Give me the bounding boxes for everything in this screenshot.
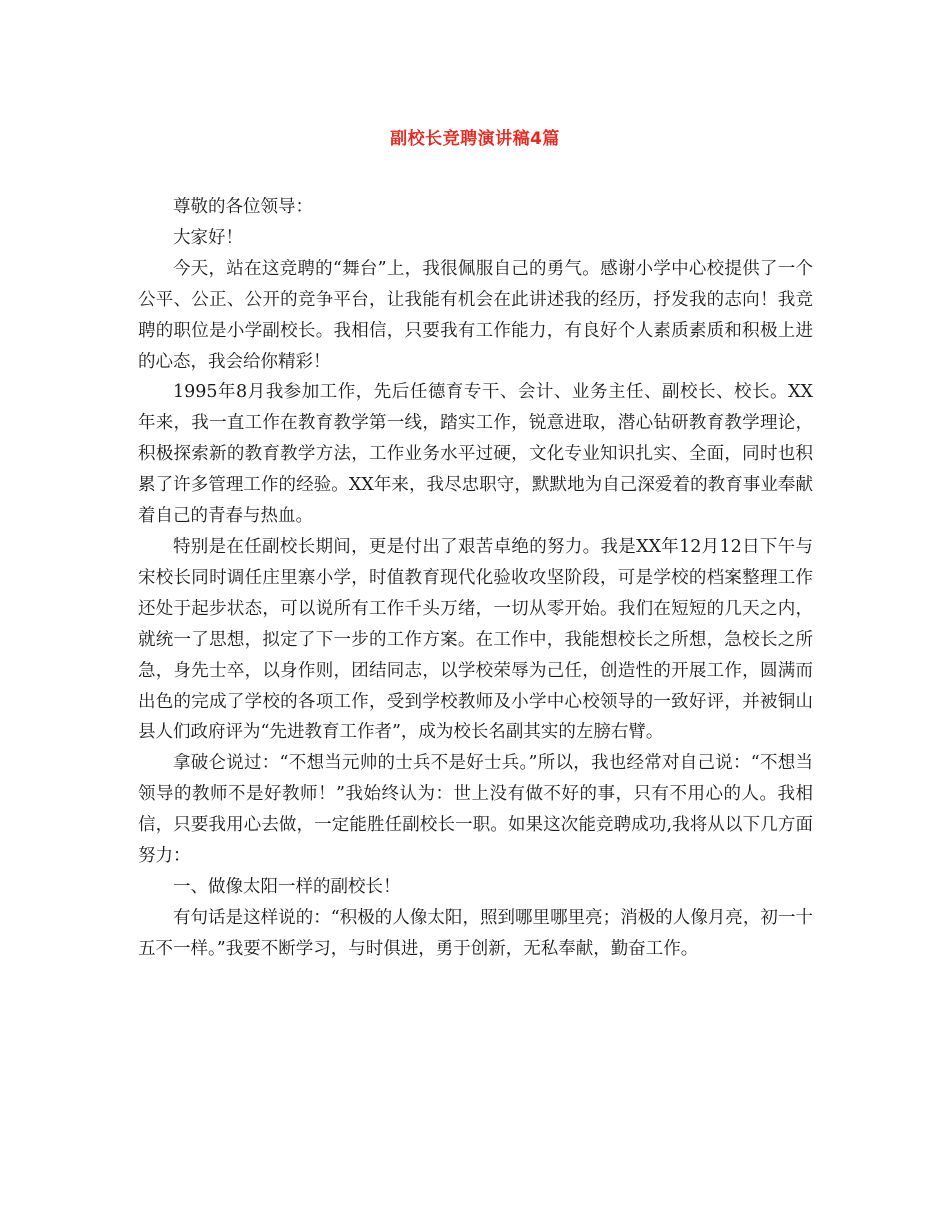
paragraph-napoleon-quote: 拿破仑说过：“不想当元帅的士兵不是好士兵。”所以，我也经常对自己说：“不想当领导的教师不是好教师！”我始终认为：世上没有做不好的事，只有不用心的人。我相信，只要我用心去做，一定能胜任副校长一职。如果这次能竞聘成功,我将从以下几方面努力： xyxy=(138,753,813,867)
greeting: 大家好！ xyxy=(173,227,243,248)
section-heading-one: 一、做像太阳一样的副校长！ xyxy=(173,876,401,897)
paragraph-intro: 今天，站在这竞聘的“舞台”上，我很佩服自己的勇气。感谢小学中心校提供了一个公平、公正、公开的竞争平台，让我能有机会在此讲述我的经历，抒发我的志向！我竞聘的职位是小学副校长。我相信，只要我有工作能力，有良好个人素质素质和积极上进的心态，我会给你精彩！ xyxy=(138,258,813,372)
salutation: 尊敬的各位领导： xyxy=(173,197,313,217)
document-body xyxy=(138,192,813,965)
paragraph-sun-quote: 有句话是这样说的：“积极的人像太阳，照到哪里哪里亮；消极的人像月亮，初一十五不一样。”我要不断学习，与时俱进，勇于创新，无私奉献，勤奋工作。 xyxy=(138,907,813,959)
paragraph-experience: 1995年8月我参加工作，先后任德育专干、会计、业务主任、副校长、校长。XX年来，我一直工作在教育教学第一线，踏实工作，锐意进取，潜心钻研教育教学理论，积极探索新的教育教学方法，工作业务水平过硬，文化专业知识扎实、全面，同时也积累了许多管理工作的经验。XX年来，我尽忠职守，默默地为自己深爱着的教育事业奉献着自己的青春与热血。 xyxy=(138,382,813,527)
document-title: 副校长竞聘演讲稿4篇 xyxy=(390,129,560,149)
paragraph-vice-principal-period: 特别是在任副校长期间，更是付出了艰苦卓绝的努力。我是XX年12月12日下午与宋校长同时调任庄里寨小学，时值教育现代化验收攻坚阶段，可是学校的档案整理工作还处于起步状态，可以说所有工作千头万绪，一切从零开始。我们在短短的几天之内，就统一了思想，拟定了下一步的工作方案。在工作中，我能想校长之所想，急校长之所急，身先士卒，以身作则，团结同志，以学校荣辱为己任，创造性的开展工作，圆满而出色的完成了学校的各项工作，受到学校教师及小学中心校领导的一致好评，并被铜山县人们政府评为“先进教育工作者”，成为校长名副其实的左膀右臂。 xyxy=(138,536,813,743)
